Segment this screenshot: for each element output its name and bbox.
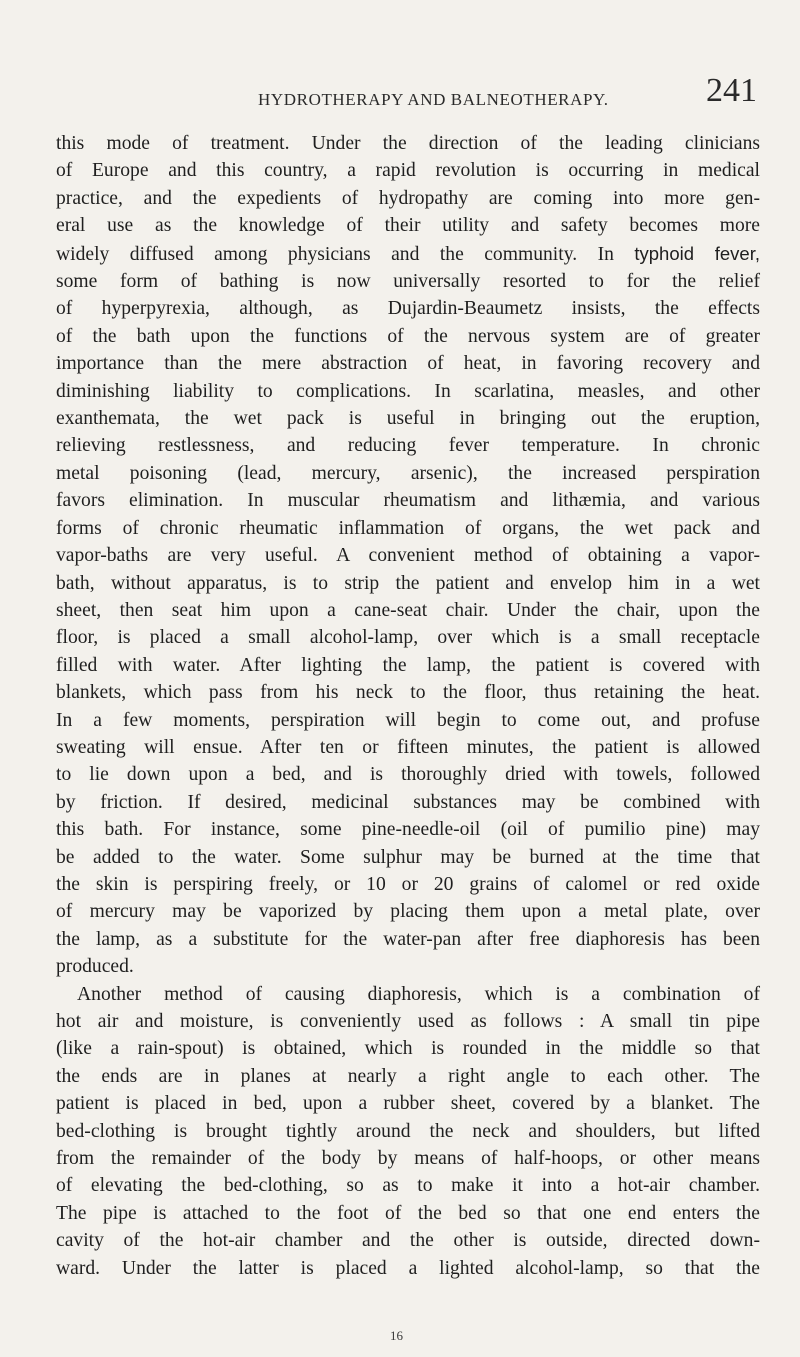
text-line: practice, and the expedients of hydropathy are coming into more gen- bbox=[56, 187, 760, 209]
text-line: bath, without apparatus, is to strip the patient and envelop him in a wet bbox=[56, 572, 760, 594]
text-line: exanthemata, the wet pack is useful in bringing out the eruption, bbox=[56, 408, 760, 430]
text-line: floor, is placed a small alcohol-lamp, over which is a small receptacle bbox=[56, 627, 760, 649]
text-line: favors elimination. In muscular rheumatism and lithæmia, and various bbox=[56, 490, 760, 512]
text-line: filled with water. After lighting the lamp, the patient is covered with bbox=[56, 654, 760, 676]
text-line: importance than the mere abstraction of heat, in favoring recovery and bbox=[56, 353, 760, 375]
text-line: this bath. For instance, some pine-needle-oil (oil of pumilio pine) may bbox=[56, 819, 760, 841]
text-line: The pipe is attached to the foot of the bed so that one end enters the bbox=[56, 1202, 760, 1224]
text-line: the ends are in planes at nearly a right angle to each other. The bbox=[56, 1065, 760, 1087]
text-line: vapor-baths are very useful. A convenient method of obtaining a vapor- bbox=[56, 545, 760, 567]
text-line: In a few moments, perspiration will begin to come out, and profuse bbox=[56, 709, 760, 731]
text-line: to lie down upon a bed, and is thoroughly dried with towels, followed bbox=[56, 764, 760, 786]
text-line: patient is placed in bed, upon a rubber sheet, covered by a blanket. The bbox=[56, 1093, 760, 1115]
text-line: of mercury may be vaporized by placing them upon a metal plate, over bbox=[56, 901, 760, 923]
text-line: relieving restlessness, and reducing fever temperature. In chronic bbox=[56, 435, 760, 457]
text-line: cavity of the hot-air chamber and the other is outside, directed down- bbox=[56, 1230, 760, 1252]
text-line: of Europe and this country, a rapid revolution is occurring in medical bbox=[56, 160, 760, 182]
text-line: forms of chronic rheumatic inflammation of organs, the wet pack and bbox=[56, 517, 760, 539]
text-line-with-emphasis bbox=[56, 240, 760, 268]
text-line: sheet, then seat him upon a cane-seat chair. Under the chair, upon the bbox=[56, 599, 760, 621]
text-line: ward. Under the latter is placed a lighted alcohol-lamp, so that the bbox=[56, 1257, 760, 1279]
text-line: the skin is perspiring freely, or 10 or 20 grains of calomel or red oxide bbox=[56, 873, 760, 895]
running-head: HYDROTHERAPY AND BALNEOTHERAPY. bbox=[258, 90, 609, 109]
text-line: by friction. If desired, medicinal substances may be combined with bbox=[56, 791, 760, 813]
text-line: the lamp, as a substitute for the water-pan after free diaphoresis has been bbox=[56, 928, 760, 950]
paragraph-start-line: Another method of causing diaphoresis, which is a combination of bbox=[77, 983, 760, 1005]
page-number: 241 bbox=[706, 72, 757, 109]
text-line: of the bath upon the functions of the nervous system are of greater bbox=[56, 325, 760, 347]
signature-mark: 16 bbox=[390, 1328, 403, 1343]
text-line: sweating will ensue. After ten or fifteen minutes, the patient is allowed bbox=[56, 736, 760, 758]
text-line: of elevating the bed-clothing, so as to make it into a hot-air chamber. bbox=[56, 1175, 760, 1197]
text-line-part: widely diffused among physicians and the community. In bbox=[56, 243, 614, 265]
text-line: metal poisoning (lead, mercury, arsenic), the increased perspiration bbox=[56, 462, 760, 484]
text-line: blankets, which pass from his neck to the floor, thus retaining the heat. bbox=[56, 682, 760, 704]
text-line: of hyperpyrexia, although, as Dujardin-Beaumetz insists, the effects bbox=[56, 298, 760, 320]
text-line: diminishing liability to complications. In scarlatina, measles, and other bbox=[56, 380, 760, 402]
text-line: eral use as the knowledge of their utility and safety becomes more bbox=[56, 215, 760, 237]
emphasis-term: typhoid fever, bbox=[634, 242, 760, 264]
text-line: this mode of treatment. Under the direction of the leading clinicians bbox=[56, 133, 760, 154]
text-line: from the remainder of the body by means of half-hoops, or other means bbox=[56, 1148, 760, 1170]
text-line: bed-clothing is brought tightly around the neck and shoulders, but lifted bbox=[56, 1120, 760, 1142]
body-text bbox=[56, 130, 760, 1282]
text-line: hot air and moisture, is conveniently used as follows : A small tin pipe bbox=[56, 1011, 760, 1032]
paragraph-end-line: produced. bbox=[56, 956, 134, 978]
text-line: be added to the water. Some sulphur may be burned at the time that bbox=[56, 846, 760, 868]
text-line: (like a rain-spout) is obtained, which is rounded in the middle so that bbox=[56, 1038, 760, 1060]
text-line: some form of bathing is now universally resorted to for the relief bbox=[56, 271, 760, 293]
